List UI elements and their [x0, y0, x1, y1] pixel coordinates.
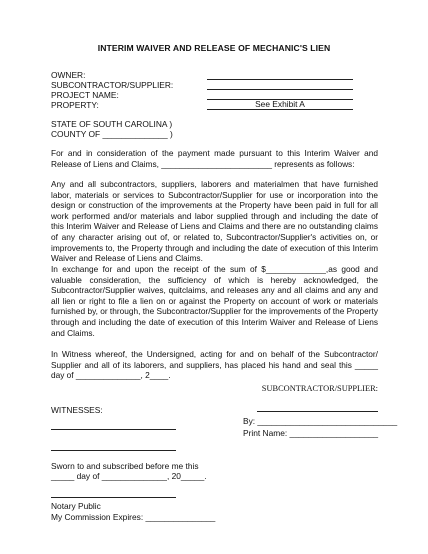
document-title: INTERIM WAIVER AND RELEASE OF MECHANIC'S LIEN	[97, 43, 331, 53]
subcontractor-heading: SUBCONTRACTOR/SUPPLIER:	[261, 384, 378, 393]
by-field: By: ______________________________	[243, 416, 398, 426]
owner-line	[207, 79, 353, 80]
witnesses-label: WITNESSES:	[51, 405, 103, 415]
paragraph-witness: In Witness whereof, the Undersigned, acting for and on behalf of the Subcontractor/ Supplier and all of its laborers, and suppliers, has placed his hand and seal this _____ day of ______________, 2____.	[51, 349, 378, 381]
paragraph-release: In exchange for and upon the receipt of the sum of $_____________,as good and valuable consideration, the sufficiency of which is hereby acknowledged, the Subcontractor/Supplier waives, quitclaims, and releases any and all claims and any and all lien or right to file a lien on or against the Property on account of work or materials furnished by, or through, the Subcontractor/Supplier for the improvements of the Property through and including the date of execution of this Interim Waiver and Release of Liens and Claims.	[51, 264, 378, 338]
witness-1-line	[51, 429, 176, 430]
witness-2-line	[51, 450, 176, 451]
sworn-line-1: Sworn to and subscribed before me this	[51, 461, 199, 471]
notary-public-label: Notary Public	[51, 501, 101, 511]
paragraph-consideration: For and in consideration of the payment made pursuant to this Interim Waiver and Release of Liens and Claims, ________________________ represents as follows:	[51, 148, 378, 169]
sworn-line-2: _____ day of ______________, 20_____.	[51, 471, 207, 481]
property-value: See Exhibit A	[255, 99, 305, 109]
company-signature-line	[257, 411, 378, 412]
print-name-field: Print Name: ___________________	[243, 428, 379, 438]
project-name-label: PROJECT NAME:	[51, 90, 119, 100]
state-line: STATE OF SOUTH CAROLINA )	[51, 119, 173, 129]
paragraph-payment-representation: Any and all subcontractors, suppliers, laborers and materialmen that have furnished labor, materials or services to Subcontractor/Supplier for use or incorporation into the design or construction of the improvements at the Property have been paid in full for all work performed and/or materials and labor supplied through and including the date of this Interim Waiver and Release of Liens and Claims and there are no outstanding claims of any character arising out of, or related to, Subcontractor/Supplier's activities on, or improvements to, the Property through and including the date of execution of this Interim Waiver and Release of Liens and Claims.	[51, 179, 378, 264]
county-line: COUNTY OF ______________ )	[51, 129, 173, 139]
property-label: PROPERTY:	[51, 100, 99, 110]
property-line	[207, 109, 353, 110]
commission-expires-field: My Commission Expires: _______________	[51, 512, 216, 522]
owner-label: OWNER:	[51, 70, 86, 80]
notary-signature-line	[51, 497, 176, 498]
subcontractor-label: SUBCONTRACTOR/SUPPLIER:	[51, 80, 174, 90]
subcontractor-line	[207, 89, 353, 90]
